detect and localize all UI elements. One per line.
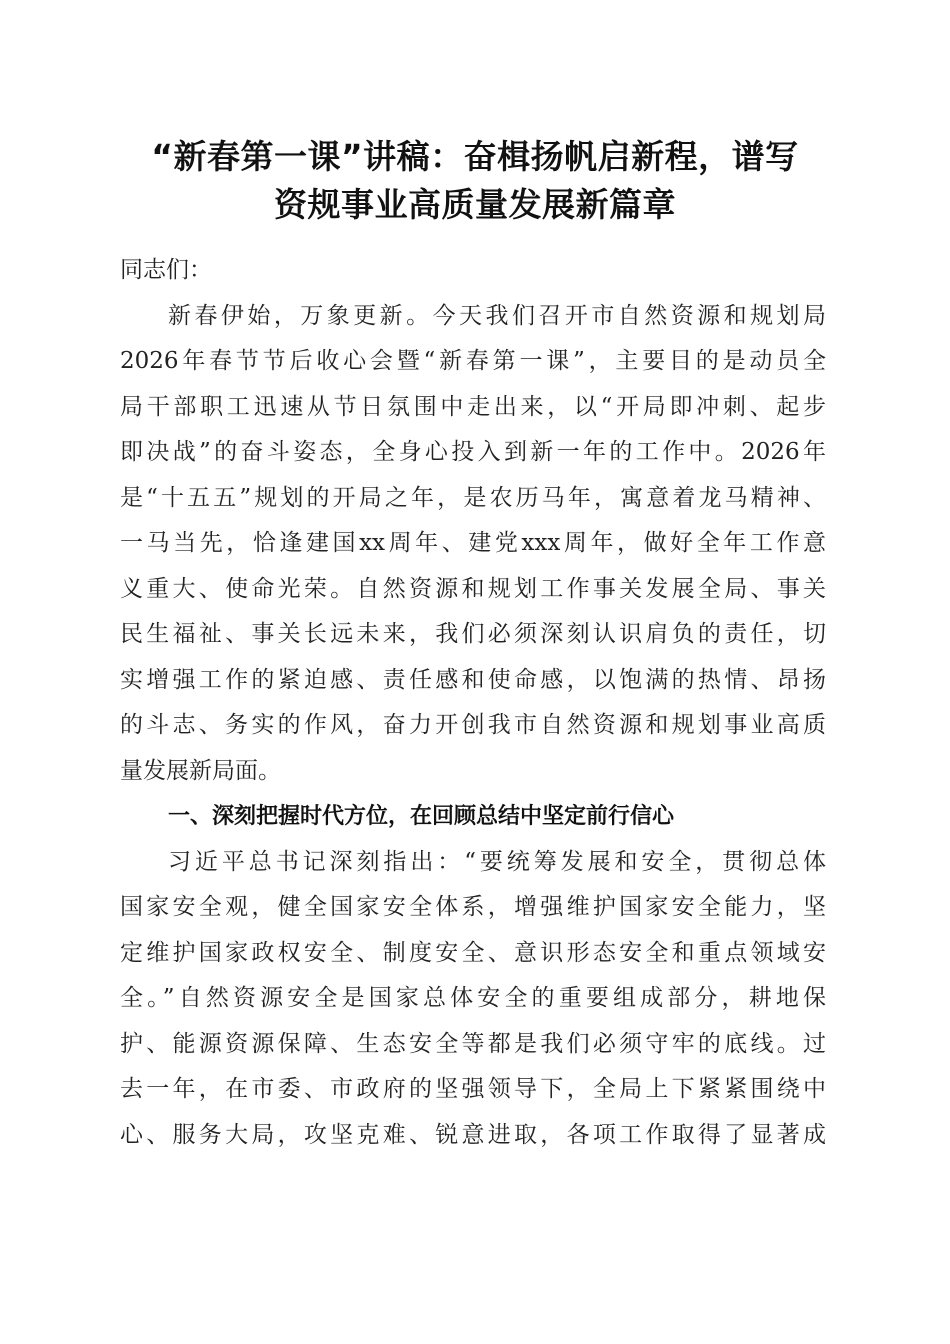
document-title xyxy=(90,133,860,229)
section-1-heading: 一、深刻把握时代方位，在回顾总结中坚定前行信心 xyxy=(168,804,675,829)
paragraph-2-line: 习近平总书记深刻指出：“要统筹发展和安全，贯彻总体 xyxy=(168,848,826,875)
paragraph-2-line: 定维护国家政权安全、制度安全、意识形态安全和重点领域安 xyxy=(120,939,826,966)
title-line-2: 资规事业高质量发展新篇章 xyxy=(274,185,676,224)
paragraph-2-line: 心、服务大局，攻坚克难、锐意进取，各项工作取得了显著成 xyxy=(120,1121,826,1148)
paragraph-1-line: 是“十五五”规划的开局之年，是农历马年，寓意着龙马精神、 xyxy=(120,484,826,511)
paragraph-2-line: 护、能源资源保障、生态安全等都是我们必须守牢的底线。过 xyxy=(120,1030,826,1057)
paragraph-1-line: 新春伊始，万象更新。今天我们召开市自然资源和规划局 xyxy=(168,302,826,329)
paragraph-1-line: 义重大、使命光荣。自然资源和规划工作事关发展全局、事关 xyxy=(120,575,826,602)
paragraph-1-line: 的斗志、务实的作风，奋力开创我市自然资源和规划事业高质 xyxy=(120,712,826,738)
title-line-1: “新春第一课”讲稿：奋楫扬帆启新程，谱写 xyxy=(151,137,799,176)
paragraph-1-line: 民生福祉、事关长远未来，我们必须深刻认识肩负的责任，切 xyxy=(120,621,826,647)
paragraph-1-line: 实增强工作的紧迫感、责任感和使命感，以饱满的热情、昂扬 xyxy=(120,666,826,693)
document-body xyxy=(120,248,826,1158)
paragraph-1-line: 局干部职工迅速从节日氛围中走出来，以“开局即冲刺、起步 xyxy=(120,393,826,420)
paragraph-1-line: 一马当先，恰逢建国xx周年、建党xxx周年，做好全年工作意 xyxy=(120,530,826,556)
greeting: 同志们： xyxy=(120,257,212,283)
paragraph-2-line: 国家安全观，健全国家安全体系，增强维护国家安全能力，坚 xyxy=(120,894,826,920)
paragraph-1-line: 2026年春节节后收心会暨“新春第一课”，主要目的是动员全 xyxy=(120,348,826,374)
paragraph-2-line: 全。”自然资源安全是国家总体安全的重要组成部分，耕地保 xyxy=(120,985,826,1011)
paragraph-1-line: 即决战”的奋斗姿态，全身心投入到新一年的工作中。2026年 xyxy=(120,439,826,465)
paragraph-1-line: 量发展新局面。 xyxy=(120,757,281,784)
paragraph-2-line: 去一年，在市委、市政府的坚强领导下，全局上下紧紧围绕中 xyxy=(120,1076,826,1102)
